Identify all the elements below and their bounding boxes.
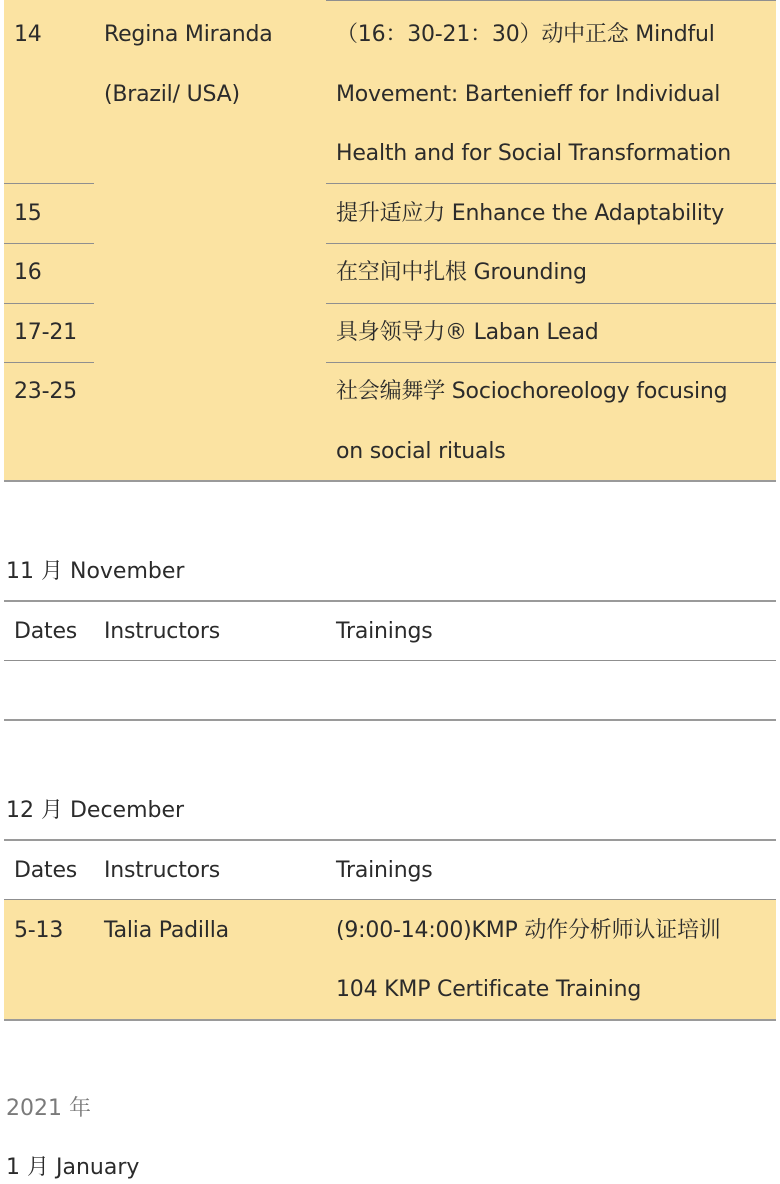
row-divider (4, 243, 94, 244)
october-top-rule (326, 0, 776, 1)
november-title: 11 月 November (6, 559, 185, 584)
header-trainings: Trainings (336, 619, 433, 644)
date-15: 15 (14, 201, 42, 226)
instructor-name: Regina Miranda (104, 22, 273, 47)
row-divider (326, 362, 776, 363)
instructor-country: (Brazil/ USA) (104, 82, 240, 107)
training-17-21: 具身领导力® Laban Lead (336, 320, 599, 345)
training-14-line3: Health and for Social Transformation (336, 141, 731, 166)
training-kmp-line1: (9:00-14:00)KMP 动作分析师认证培训 (336, 918, 721, 943)
december-title: 12 月 December (6, 798, 185, 823)
header-instructors: Instructors (104, 619, 220, 644)
training-16: 在空间中扎根 Grounding (336, 260, 587, 285)
training-14-line1: （16：30-21：30）动中正念 Mindful (336, 22, 715, 47)
row-divider (326, 303, 776, 304)
table-bottom-rule (4, 1019, 776, 1021)
row-divider (326, 243, 776, 244)
date-14: 14 (14, 22, 42, 47)
row-divider (326, 183, 776, 184)
table-bottom-rule (4, 480, 776, 482)
training-15: 提升适应力 Enhance the Adaptability (336, 201, 725, 226)
date-23-25: 23-25 (14, 379, 77, 404)
header-rule (4, 660, 776, 661)
october-table-background (4, 0, 776, 481)
table-top-rule (4, 839, 776, 841)
date-17-21: 17-21 (14, 320, 77, 345)
training-23-25-line2: on social rituals (336, 439, 506, 464)
training-14-line2: Movement: Bartenieff for Individual (336, 82, 721, 107)
table-bottom-rule (4, 719, 776, 721)
row-divider (4, 183, 94, 184)
training-23-25-line1: 社会编舞学 Sociochoreology focusing (336, 379, 728, 404)
row-divider (4, 303, 94, 304)
header-dates: Dates (14, 619, 78, 644)
training-kmp-line2: 104 KMP Certificate Training (336, 977, 642, 1002)
year-heading: 2021 年 (6, 1096, 91, 1121)
row-divider (4, 362, 94, 363)
header-trainings: Trainings (336, 858, 433, 883)
date-16: 16 (14, 260, 42, 285)
instructor-talia: Talia Padilla (104, 918, 229, 943)
header-dates: Dates (14, 858, 78, 883)
header-instructors: Instructors (104, 858, 220, 883)
table-top-rule (4, 600, 776, 602)
date-5-13: 5-13 (14, 918, 64, 943)
january-title: 1 月 January (6, 1155, 140, 1180)
